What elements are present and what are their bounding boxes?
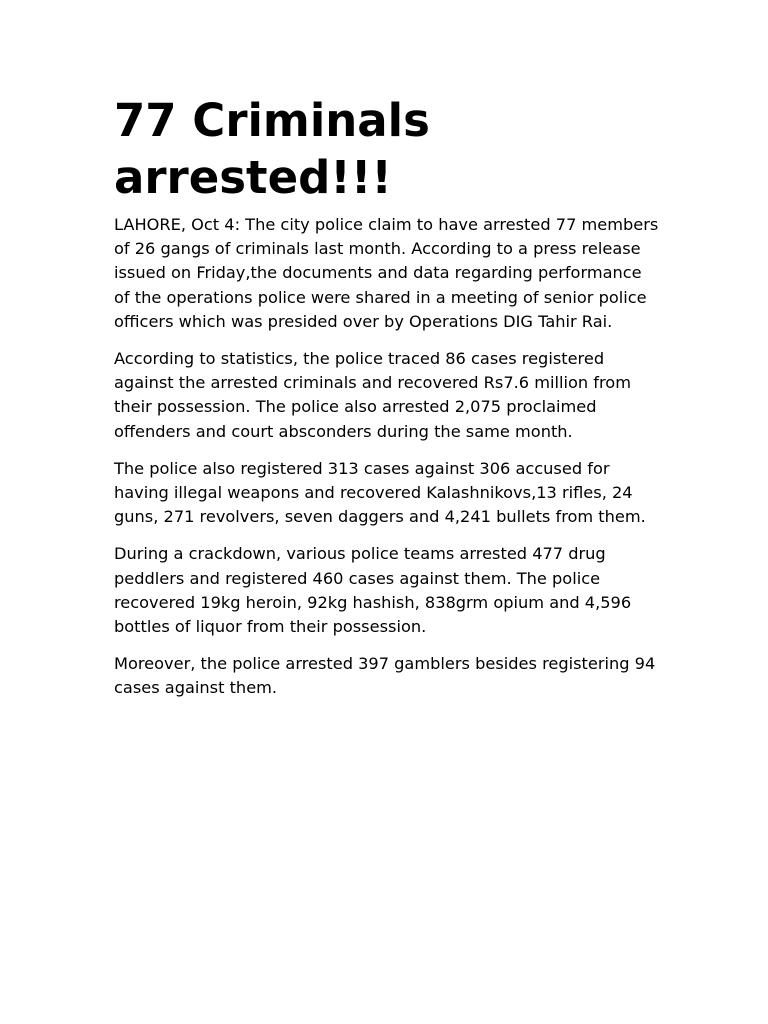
article-paragraph: According to statistics, the police traced 86 cases registered against the arrested criminals and recovered Rs7.6 million from their possession. The police also arrested 2,075 proclaimed offenders and court absconders during the same month. xyxy=(114,349,631,441)
article xyxy=(114,92,662,714)
article-title: 77 Criminals arrested!!! xyxy=(114,94,430,204)
article-paragraph: LAHORE, Oct 4: The city police claim to have arrested 77 members of 26 gangs of criminals last month. According to a press release issued on Friday,the documents and data regarding performance of the operations police were shared in a meeting of senior police officers which was presided over by Operations DIG Tahir Rai. xyxy=(114,215,659,331)
article-paragraph: The police also registered 313 cases against 306 accused for having illegal weapons and recovered Kalashnikovs,13 rifles, 24 guns, 271 revolvers, seven daggers and 4,241 bullets from them. xyxy=(114,458,646,527)
article-paragraph: During a crackdown, various police teams arrested 477 drug peddlers and registered 460 cases against them. The police recovered 19kg heroin, 92kg hashish, 838grm opium and 4,596 bottles of liquor from their possession. xyxy=(114,544,632,637)
article-paragraph: Moreover, the police arrested 397 gamblers besides registering 94 cases against them. xyxy=(114,654,656,698)
